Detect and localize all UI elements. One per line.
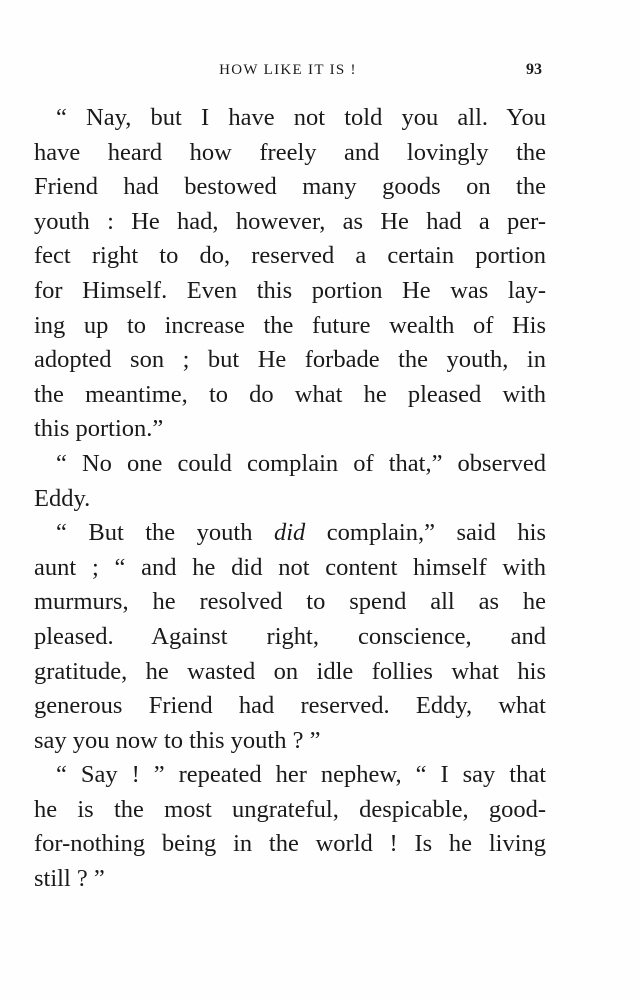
text-line: say you now to this youth ? ” [34, 726, 321, 754]
text-line: Friend had bestowed many goods on the [34, 173, 546, 201]
text-segment: “ But the youth [56, 519, 274, 547]
text-line: generous Friend had reserved. Eddy, what [34, 692, 546, 720]
text-line: fect right to do, reserved a certain portion [34, 242, 546, 270]
text-line: for Himself. Even this portion He was lay- [34, 276, 546, 304]
text-segment: complain,” said his [305, 519, 546, 547]
text-line: still ? ” [34, 865, 105, 893]
text-line: ing up to increase the future wealth of His [34, 311, 546, 339]
emphasized-word: did [273, 519, 306, 547]
text-line: youth : He had, however, as He had a per- [34, 207, 546, 235]
text-line: “ Say ! ” repeated her nephew, “ I say that [56, 761, 546, 789]
text-line: murmurs, he resolved to spend all as he [34, 588, 546, 616]
text-line: aunt ; “ and he did not content himself with [34, 553, 546, 581]
text-line: gratitude, he wasted on idle follies what his [34, 657, 546, 685]
text-line: Eddy. [34, 484, 91, 512]
text-line: he is the most ungrateful, despicable, good- [34, 795, 546, 823]
text-line: pleased. Against right, conscience, and [34, 622, 546, 650]
text-line: “ Nay, but I have not told you all. You [56, 104, 546, 131]
text-line: the meantime, to do what he pleased with [34, 380, 546, 408]
text-line: this portion.” [34, 415, 164, 443]
text-line: adopted son ; but He forbade the youth, in [34, 346, 546, 374]
page-number: 93 [526, 61, 542, 78]
text-line: have heard how freely and lovingly the [34, 138, 546, 166]
text-line: for-nothing being in the world ! Is he living [34, 830, 546, 858]
running-head: HOW LIKE IT IS ! [219, 62, 357, 78]
body-text [34, 101, 546, 897]
text-line: “ No one could complain of that,” observed [56, 449, 546, 477]
page-header [34, 62, 542, 84]
text-line [34, 516, 546, 551]
